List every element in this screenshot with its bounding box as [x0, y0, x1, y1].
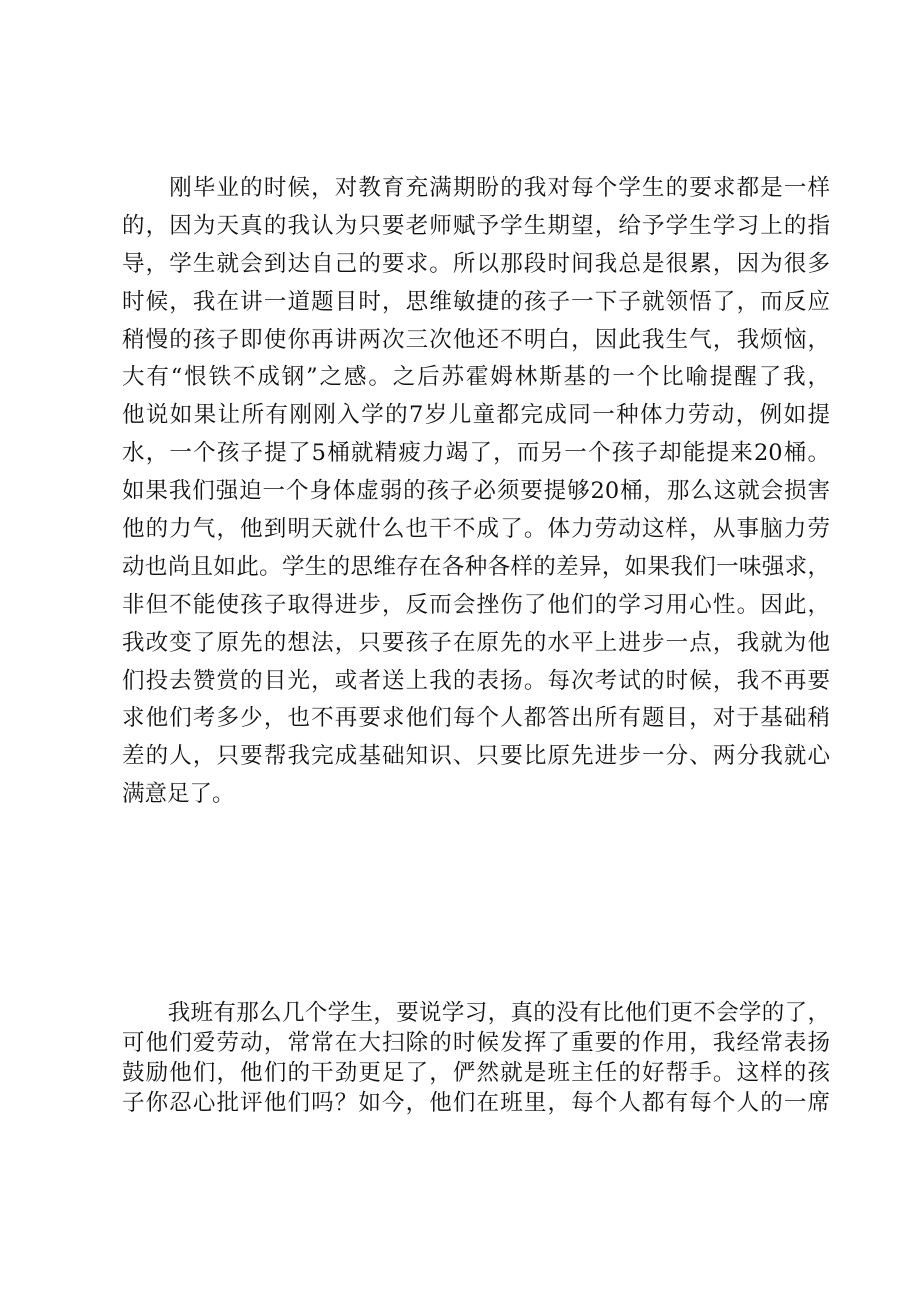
text-line: 鼓励他们，他们的干劲更足了，俨然就是班主任的好帮手。这样的孩: [122, 1059, 830, 1086]
text-line: 差的人，只要帮我完成基础知识、只要比原先进步一分、两分我就心: [122, 743, 830, 770]
text-line: 水，一个孩子提了5桶就精疲力竭了，而另一个孩子却能提来20桶。: [122, 440, 830, 467]
text-line: 子你忍心批评他们吗？如今，他们在班里，每个人都有每个人的一席: [122, 1089, 830, 1116]
paragraph-2: [122, 995, 830, 1115]
text-line: 如果我们强迫一个身体虚弱的孩子必须要提够20桶，那么这就会损害: [122, 478, 830, 505]
text-line: 满意足了。: [122, 781, 235, 808]
paragraph-1: [122, 170, 830, 814]
text-line: 们投去赞赏的目光，或者送上我的表扬。每次考试的时候，我不再要: [122, 667, 830, 694]
text-line: 求他们考多少，也不再要求他们每个人都答出所有题目，对于基础稍: [122, 705, 830, 732]
text-line: 刚毕业的时候，对教育充满期盼的我对每个学生的要求都是一样: [122, 175, 830, 201]
text-line: 他的力气，他到明天就什么也干不成了。体力劳动这样，从事脑力劳: [122, 516, 830, 543]
text-line: 导，学生就会到达自己的要求。所以那段时间我总是很累，因为很多: [122, 250, 830, 277]
text-line: 时候，我在讲一道题目时，思维敏捷的孩子一下子就领悟了，而反应: [122, 288, 830, 315]
text-line: 可他们爱劳动，常常在大扫除的时候发挥了重要的作用，我经常表扬: [122, 1029, 830, 1056]
text-line: 我班有那么几个学生，要说学习，真的没有比他们更不会学的了，: [122, 1000, 830, 1026]
text-line: 他说如果让所有刚刚入学的7岁儿童都完成同一种体力劳动，例如提: [122, 402, 830, 429]
text-line: 大有“恨铁不成钢”之感。之后苏霍姆林斯基的一个比喻提醒了我，: [122, 364, 830, 391]
text-line: 动也尚且如此。学生的思维存在各种各样的差异，如果我们一味强求，: [122, 553, 830, 580]
text-line: 的，因为天真的我认为只要老师赋予学生期望，给予学生学习上的指: [122, 212, 830, 239]
text-line: 我改变了原先的想法，只要孩子在原先的水平上进步一点，我就为他: [122, 629, 830, 656]
text-line: 稍慢的孩子即使你再讲两次三次他还不明白，因此我生气，我烦恼，: [122, 326, 830, 353]
text-line: 非但不能使孩子取得进步，反而会挫伤了他们的学习用心性。因此，: [122, 591, 830, 618]
